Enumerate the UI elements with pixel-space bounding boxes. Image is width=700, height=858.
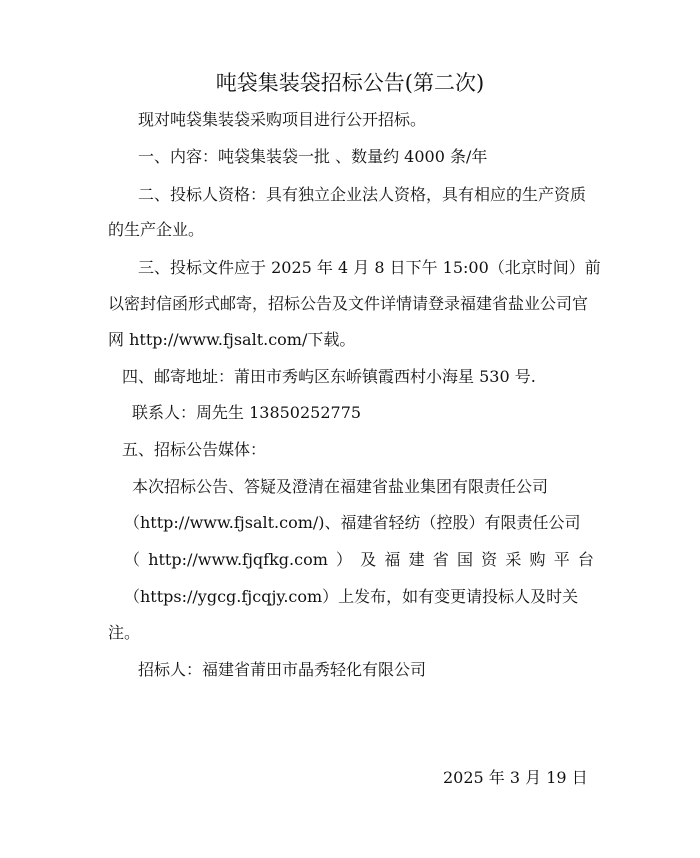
media-line3-link: http://www.fjqfkg.com	[148, 550, 328, 569]
media-line3-part: 福	[384, 550, 401, 569]
media-line3-part: 台	[577, 550, 594, 569]
media-line5: 注。	[108, 623, 141, 642]
media-line1: 本次招标公告、答疑及澄清在福建省盐业集团有限责任公司	[132, 477, 549, 496]
media-line3-part: ）	[336, 550, 353, 569]
item-qualification-line1: 二、投标人资格：具有独立企业法人资格，具有相应的生产资质	[138, 185, 587, 204]
media-line4: （https://ygcg.fjcqjy.com）上发布，如有变更请投标人及时关	[124, 587, 579, 606]
media-line3-part: 购	[529, 550, 546, 569]
media-line3-part: 国	[456, 550, 473, 569]
item-submission-line2: 以密封信函形式邮寄，招标公告及文件详情请登录福建省盐业公司官	[108, 294, 589, 313]
issue-date: 2025 年 3 月 19 日	[443, 768, 588, 787]
contact-person: 联系人：周先生 13850252775	[132, 403, 362, 422]
media-line3-part: 资	[481, 550, 498, 569]
issuer: 招标人：福建省莆田市晶秀轻化有限公司	[138, 660, 427, 679]
media-line2: （http://www.fjsalt.com/)、福建省轻纺（控股）有限责任公司	[124, 513, 581, 532]
item-submission-line3: 网 http://www.fjsalt.com/下载。	[108, 330, 356, 349]
media-line3-part: （	[124, 550, 141, 569]
media-line3-part: 平	[553, 550, 570, 569]
item-qualification-line2: 的生产企业。	[108, 220, 205, 239]
media-line3-part: 采	[505, 550, 522, 569]
item-mailing-address: 四、邮寄地址：莆田市秀屿区东峤镇霞西村小海星 530 号.	[122, 367, 536, 386]
media-line3-part: 建	[408, 550, 425, 569]
intro-paragraph: 现对吨袋集装袋采购项目进行公开招标。	[138, 110, 427, 129]
document-title: 吨袋集装袋招标公告(第二次)	[215, 71, 485, 95]
item-media-heading: 五、招标公告媒体：	[122, 440, 267, 459]
media-line3	[124, 550, 594, 570]
item-content: 一、内容：吨袋集装袋一批 、数量约 4000 条/年	[138, 147, 488, 166]
media-line3-part: 省	[432, 550, 449, 569]
media-line3-part: 及	[360, 550, 377, 569]
item-submission-line1: 三、投标文件应于 2025 年 4 月 8 日下午 15:00（北京时间）前	[138, 258, 601, 277]
